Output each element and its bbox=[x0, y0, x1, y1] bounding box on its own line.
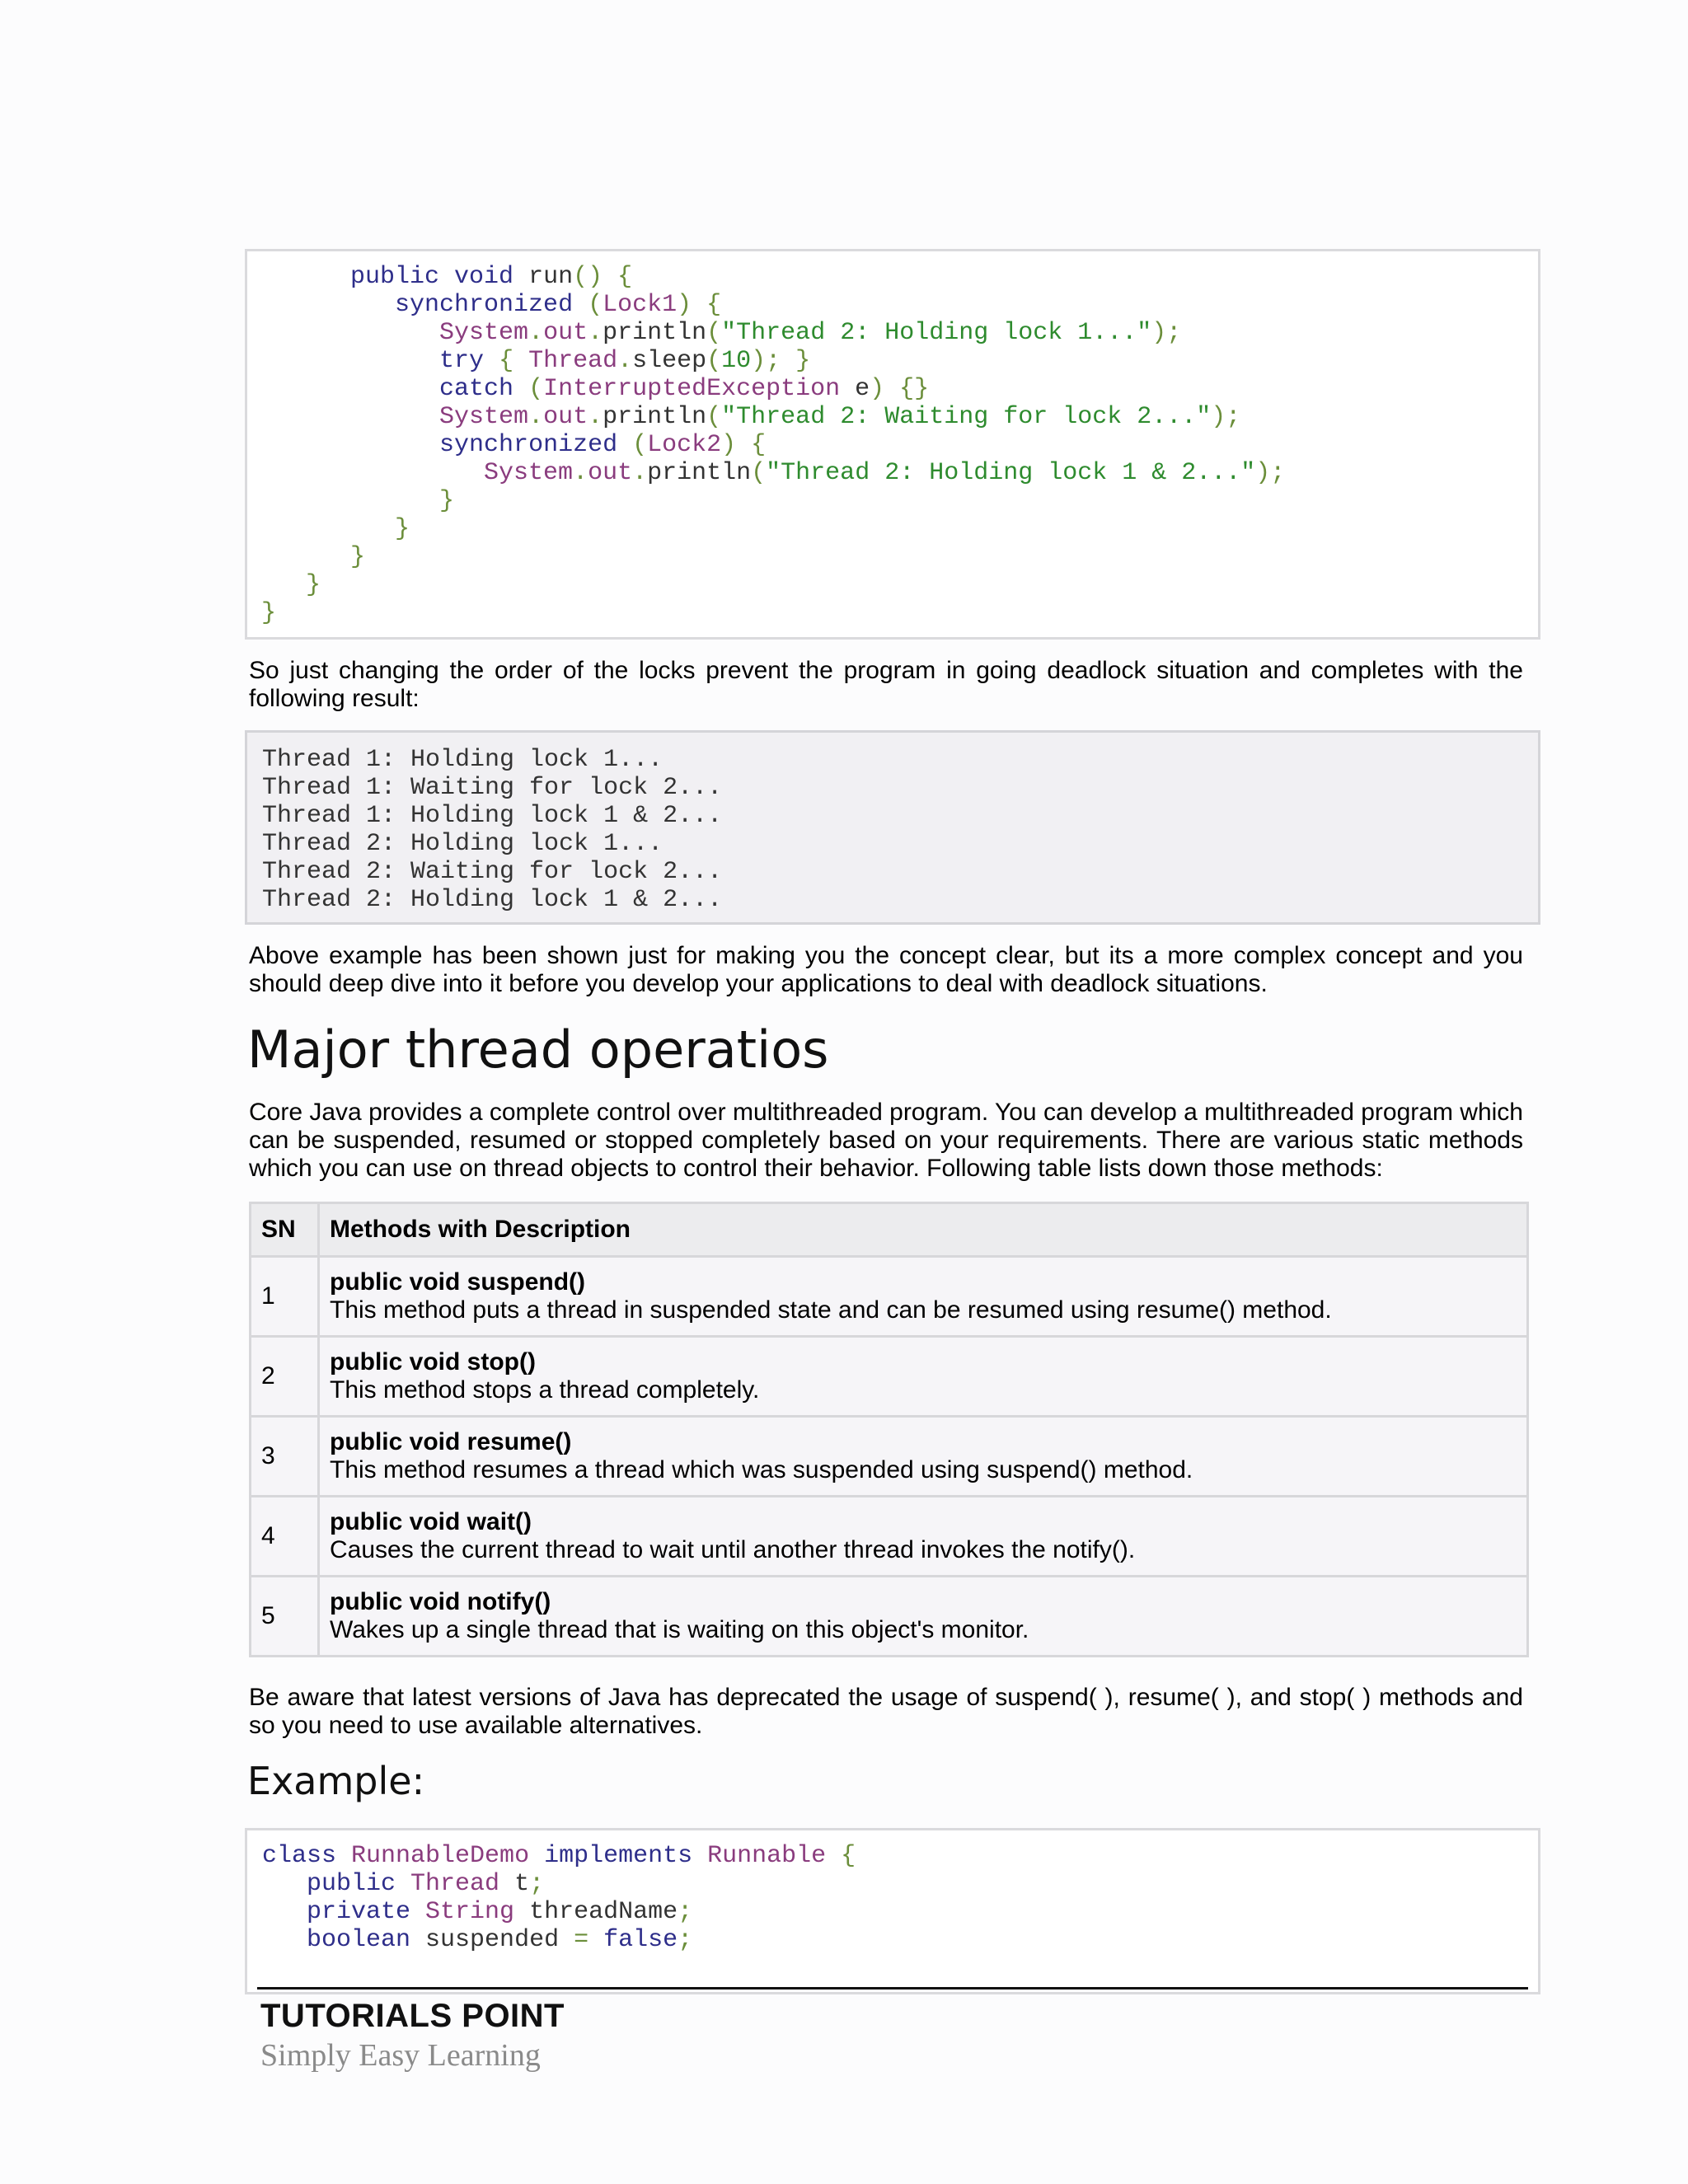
method-name: public void wait() bbox=[330, 1508, 532, 1535]
code-token: e bbox=[855, 375, 870, 403]
row-method bbox=[319, 1497, 1528, 1577]
code-token: ); bbox=[1211, 403, 1241, 431]
code-token bbox=[261, 291, 395, 319]
method-description: This method resumes a thread which was suspended using suspend() method. bbox=[330, 1456, 1193, 1483]
code-token: ( bbox=[632, 431, 648, 459]
code-token: . bbox=[588, 403, 603, 431]
code-token: out bbox=[543, 403, 588, 431]
code-token: = bbox=[574, 1926, 604, 1954]
code-token: class bbox=[262, 1842, 352, 1870]
code-token: ( bbox=[706, 347, 722, 375]
code-line bbox=[261, 459, 1538, 487]
code-line bbox=[261, 431, 1538, 459]
code-token: threadName bbox=[529, 1898, 678, 1926]
code-token: false bbox=[603, 1926, 678, 1954]
output-lines bbox=[262, 746, 1538, 914]
heading-example: Example: bbox=[247, 1759, 425, 1803]
code-token: } bbox=[439, 487, 455, 515]
output-line: Thread 2: Holding lock 1... bbox=[262, 830, 663, 858]
code-token: 10 bbox=[721, 347, 752, 375]
code-token: println bbox=[647, 459, 752, 487]
method-name: public void notify() bbox=[330, 1588, 551, 1615]
code-token bbox=[261, 375, 439, 403]
code-line bbox=[261, 291, 1538, 319]
code-token: t bbox=[514, 1870, 530, 1898]
code-token: . bbox=[528, 319, 544, 347]
code-line bbox=[262, 1926, 1538, 1954]
code-token: InterruptedException bbox=[543, 375, 856, 403]
method-name: public void resume() bbox=[330, 1428, 572, 1455]
code-token: } bbox=[395, 515, 410, 543]
code-token: ) {} bbox=[870, 375, 930, 403]
method-description: Wakes up a single thread that is waiting on this object's monitor. bbox=[330, 1616, 1029, 1643]
code-token bbox=[261, 403, 439, 431]
code-token: . bbox=[573, 459, 588, 487]
code-token: out bbox=[588, 459, 633, 487]
header-methods: Methods with Description bbox=[319, 1203, 1528, 1257]
code-token: } bbox=[306, 571, 321, 599]
code-line bbox=[261, 347, 1538, 375]
code-token bbox=[261, 543, 350, 571]
table-row bbox=[251, 1417, 1528, 1497]
code-line bbox=[262, 1898, 1538, 1926]
table-row bbox=[251, 1337, 1528, 1417]
row-sn: 1 bbox=[251, 1257, 319, 1337]
code-lines bbox=[262, 1842, 1538, 1954]
code-token: ( bbox=[751, 459, 767, 487]
code-token: sleep bbox=[632, 347, 707, 375]
footer-brand: TUTORIALS POINT bbox=[260, 1998, 565, 2034]
code-token: Lock2 bbox=[647, 431, 722, 459]
code-token: synchronized bbox=[395, 291, 588, 319]
paragraph-above-example: Above example has been shown just for making you the concept clear, but its a more complex concept and you should deep dive into it before you develop your applications to deal with deadlock situations. bbox=[249, 942, 1523, 997]
code-token bbox=[261, 487, 439, 515]
code-token: { bbox=[499, 347, 529, 375]
header-sn: SN bbox=[251, 1203, 319, 1257]
code-token: String bbox=[425, 1898, 530, 1926]
code-token: ( bbox=[588, 291, 603, 319]
code-line bbox=[261, 543, 1538, 571]
method-description: This method puts a thread in suspended state and can be resumed using resume() method. bbox=[330, 1296, 1332, 1324]
code-token: RunnableDemo bbox=[351, 1842, 545, 1870]
code-token: private bbox=[307, 1898, 426, 1926]
row-method bbox=[319, 1577, 1528, 1657]
row-method bbox=[319, 1337, 1528, 1417]
code-token: suspended bbox=[425, 1926, 574, 1954]
row-method bbox=[319, 1257, 1528, 1337]
table-row bbox=[251, 1257, 1528, 1337]
code-line bbox=[261, 599, 1538, 627]
code-token: System bbox=[439, 319, 529, 347]
code-lines bbox=[261, 263, 1538, 627]
code-line bbox=[261, 571, 1538, 599]
code-token: ( bbox=[706, 319, 722, 347]
table-row bbox=[251, 1577, 1528, 1657]
code-line bbox=[262, 1842, 1538, 1870]
table-header-row bbox=[251, 1203, 1528, 1257]
code-token: "Thread 2: Holding lock 1 & 2..." bbox=[766, 459, 1256, 487]
code-token: Thread bbox=[410, 1870, 515, 1898]
row-sn: 3 bbox=[251, 1417, 319, 1497]
row-sn: 4 bbox=[251, 1497, 319, 1577]
code-token bbox=[261, 459, 484, 487]
code-block-thread2-run bbox=[245, 249, 1540, 640]
code-token bbox=[261, 347, 439, 375]
code-token: ); bbox=[1151, 319, 1182, 347]
code-token: ( bbox=[528, 375, 544, 403]
paragraph-lock-order: So just changing the order of the locks prevent the program in going deadlock situation and completes with the following result: bbox=[249, 657, 1523, 712]
footer-tagline: Simply Easy Learning bbox=[260, 2038, 541, 2073]
method-name: public void suspend() bbox=[330, 1268, 586, 1296]
output-line: Thread 1: Holding lock 1... bbox=[262, 746, 663, 774]
code-token bbox=[261, 431, 439, 459]
output-line: Thread 2: Holding lock 1 & 2... bbox=[262, 886, 723, 914]
row-sn: 2 bbox=[251, 1337, 319, 1417]
output-block bbox=[245, 730, 1540, 925]
code-token: () { bbox=[573, 263, 633, 291]
code-token: ; bbox=[678, 1898, 693, 1926]
footer-divider bbox=[257, 1987, 1528, 1990]
code-token: System bbox=[484, 459, 574, 487]
code-token: System bbox=[439, 403, 529, 431]
code-token: . bbox=[617, 347, 633, 375]
code-token: "Thread 2: Waiting for lock 2..." bbox=[721, 403, 1212, 431]
heading-major-thread-operations: Major thread operatios bbox=[247, 1019, 829, 1080]
code-token: boolean bbox=[307, 1926, 426, 1954]
code-line bbox=[261, 375, 1538, 403]
code-token: ) { bbox=[677, 291, 722, 319]
code-token: public void bbox=[350, 263, 529, 291]
output-line: Thread 1: Waiting for lock 2... bbox=[262, 774, 723, 802]
code-block-runnable-demo bbox=[245, 1828, 1540, 1994]
method-description: Causes the current thread to wait until another thread invokes the notify(). bbox=[330, 1536, 1136, 1563]
row-method bbox=[319, 1417, 1528, 1497]
paragraph-core-java: Core Java provides a complete control over multithreaded program. You can develop a multithreaded program which can be suspended, resumed or stopped completely based on your requirements. There are various static methods which you can use on thread objects to control their behavior. Following table lists down those methods: bbox=[249, 1099, 1523, 1182]
table-row bbox=[251, 1497, 1528, 1577]
methods-table bbox=[249, 1202, 1529, 1657]
code-token: . bbox=[528, 403, 544, 431]
code-token: out bbox=[543, 319, 588, 347]
code-token: try bbox=[439, 347, 499, 375]
code-token: ); } bbox=[751, 347, 811, 375]
code-token: "Thread 2: Holding lock 1..." bbox=[721, 319, 1152, 347]
code-token: Lock1 bbox=[603, 291, 678, 319]
code-token: . bbox=[588, 319, 603, 347]
code-token: } bbox=[261, 599, 277, 627]
code-token: ) { bbox=[721, 431, 767, 459]
row-sn: 5 bbox=[251, 1577, 319, 1657]
code-token: catch bbox=[439, 375, 529, 403]
output-line: Thread 1: Holding lock 1 & 2... bbox=[262, 802, 723, 830]
code-token: run bbox=[528, 263, 574, 291]
code-token: ; bbox=[529, 1870, 545, 1898]
code-token bbox=[261, 263, 350, 291]
method-description: This method stops a thread completely. bbox=[330, 1376, 760, 1404]
method-name: public void stop() bbox=[330, 1348, 536, 1376]
code-token: ); bbox=[1255, 459, 1286, 487]
output-line: Thread 2: Waiting for lock 2... bbox=[262, 858, 723, 886]
code-line bbox=[261, 319, 1538, 347]
code-token bbox=[261, 515, 395, 543]
code-token bbox=[261, 319, 439, 347]
code-token: } bbox=[350, 543, 366, 571]
code-token: println bbox=[603, 319, 707, 347]
code-line bbox=[261, 487, 1538, 515]
code-line bbox=[262, 1870, 1538, 1898]
code-token: Thread bbox=[528, 347, 618, 375]
code-token: Runnable bbox=[707, 1842, 842, 1870]
code-token: public bbox=[307, 1870, 411, 1898]
code-token bbox=[262, 1926, 307, 1954]
code-line bbox=[261, 515, 1538, 543]
code-line bbox=[261, 263, 1538, 291]
code-token: synchronized bbox=[439, 431, 633, 459]
code-token: implements bbox=[544, 1842, 708, 1870]
code-token: { bbox=[841, 1842, 856, 1870]
code-token bbox=[262, 1870, 307, 1898]
code-token: ( bbox=[706, 403, 722, 431]
paragraph-deprecated-warning: Be aware that latest versions of Java has deprecated the usage of suspend( ), resume( ), and stop( ) methods and so you need to use available alternatives. bbox=[249, 1684, 1523, 1739]
code-line bbox=[261, 403, 1538, 431]
code-token: ; bbox=[678, 1926, 693, 1954]
code-token: . bbox=[632, 459, 648, 487]
code-token bbox=[261, 571, 306, 599]
code-token bbox=[262, 1898, 307, 1926]
code-token: println bbox=[603, 403, 707, 431]
